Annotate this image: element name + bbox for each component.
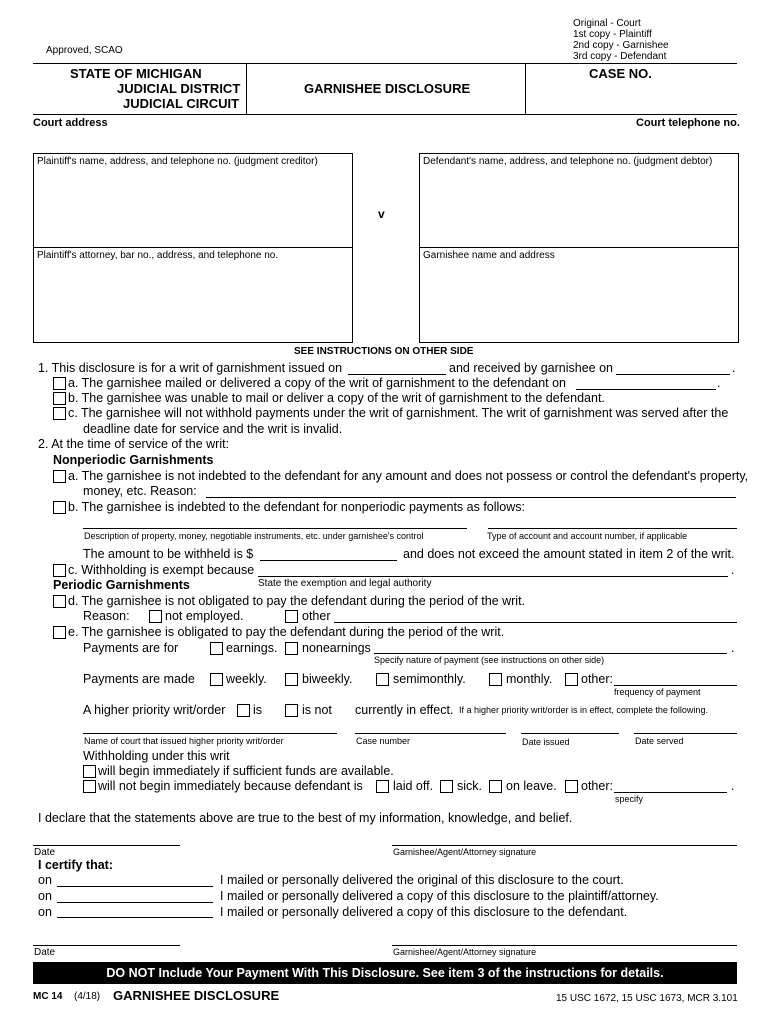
certify-line-2: I mailed or personally delivered a copy of this disclosure to the plaintiff/attorney.: [220, 889, 659, 903]
payments-for-label: Payments are for: [83, 641, 179, 655]
amount-text-a: The amount to be withheld is $: [83, 547, 254, 561]
reason-label: Reason:: [83, 609, 130, 623]
sig2-signature-label: Garnishee/Agent/Attorney signature: [393, 947, 537, 957]
mailed-date-field[interactable]: [576, 389, 716, 390]
plaintiff-label: Plaintiff's name, address, and telephone no. (judgment creditor): [37, 156, 318, 167]
plaintiff-box[interactable]: [33, 153, 353, 343]
declaration-signature-field[interactable]: [392, 845, 737, 846]
item2a-text: a. The garnishee is not indebted to the defendant for any amount and does not possess or control the defendant's property,: [68, 469, 749, 483]
payments-made-label: Payments are made: [83, 672, 195, 686]
court-address-label: Court address: [33, 117, 108, 129]
checkbox-leave-other[interactable]: [565, 780, 578, 793]
nature-label: Specify nature of payment (see instructions on other side): [374, 655, 605, 665]
certify-line-3: I mailed or personally delivered a copy of this disclosure to the defendant.: [220, 905, 628, 919]
footer-title: GARNISHEE DISCLOSURE: [113, 988, 280, 1003]
case-number-field[interactable]: [355, 733, 506, 734]
amount-field[interactable]: [260, 560, 397, 561]
reason-field[interactable]: [206, 497, 736, 498]
certify-date-2-field[interactable]: [57, 902, 213, 903]
checkbox-laid-off[interactable]: [376, 780, 389, 793]
reason-other-label: other: [302, 609, 331, 623]
garnishee-label: Garnishee name and address: [423, 250, 555, 261]
item1-period: .: [732, 361, 736, 375]
defendant-box[interactable]: [419, 153, 739, 343]
frequency-other-label: other:: [581, 672, 613, 686]
frequency-field[interactable]: [614, 685, 737, 686]
form-title: GARNISHEE DISCLOSURE: [304, 81, 471, 96]
declaration-text: I declare that the statements above are true to the best of my information, knowledge, and belief.: [38, 811, 573, 825]
checkbox-semimonthly[interactable]: [376, 673, 389, 686]
declaration-date-field[interactable]: [33, 845, 180, 846]
not-employed-label: not employed.: [165, 609, 244, 623]
reason-other-field[interactable]: [334, 622, 737, 623]
copy-defendant: 3rd copy - Defendant: [573, 51, 667, 62]
specify-label: specify: [615, 794, 644, 804]
checkbox-2c[interactable]: [53, 564, 66, 577]
leave-other-label: other:: [581, 779, 613, 793]
monthly-label: monthly.: [506, 672, 553, 686]
see-instructions: SEE INSTRUCTIONS ON OTHER SIDE: [294, 346, 474, 357]
copy-original: Original - Court: [573, 18, 641, 29]
date-served-field[interactable]: [634, 733, 737, 734]
withholding-label: Withholding under this writ: [83, 749, 230, 763]
certify-date-3-field[interactable]: [57, 917, 213, 918]
nonearnings-label: nonearnings: [302, 641, 371, 655]
nature-of-payment-field[interactable]: [374, 653, 727, 654]
item2e-text: e. The garnishee is obligated to pay the defendant during the period of the writ.: [68, 625, 505, 639]
weekly-label: weekly.: [226, 672, 267, 686]
payment-warning-banner: DO NOT Include Your Payment With This Disclosure. See item 3 of the instructions for details.: [33, 962, 737, 984]
property-description-field[interactable]: [83, 528, 467, 529]
sig1-date-label: Date: [34, 847, 56, 858]
form-revision: (4/18): [74, 991, 101, 1002]
item1b-text: b. The garnishee was unable to mail or deliver a copy of the writ of garnishment to the defendant.: [68, 391, 605, 405]
sig2-date-label: Date: [34, 947, 56, 958]
checkbox-reason-other[interactable]: [285, 610, 298, 623]
legal-citation: 15 USC 1672, 15 USC 1673, MCR 3.101: [556, 993, 738, 1004]
account-label: Type of account and account number, if applicable: [487, 531, 688, 541]
checkbox-biweekly[interactable]: [285, 673, 298, 686]
higher-court-label: Name of court that issued higher priority writ/order: [84, 736, 284, 746]
is-label: is: [253, 703, 263, 717]
earnings-label: earnings.: [226, 641, 278, 655]
date-issued-label: Date issued: [522, 737, 570, 747]
checkbox-nonearnings[interactable]: [285, 642, 298, 655]
exemption-label: State the exemption and legal authority: [258, 578, 432, 589]
checkbox-monthly[interactable]: [489, 673, 502, 686]
checkbox-not-employed[interactable]: [149, 610, 162, 623]
checkbox-is[interactable]: [237, 704, 250, 717]
case-number-label: Case number: [356, 736, 411, 746]
item2a-reason: money, etc. Reason:: [83, 484, 197, 498]
checkbox-1c[interactable]: [53, 407, 66, 420]
on-leave-label: on leave.: [506, 779, 557, 793]
attorney-label: Plaintiff's attorney, bar no., address, and telephone no.: [37, 250, 279, 261]
checkbox-2e[interactable]: [53, 626, 66, 639]
checkbox-1a[interactable]: [53, 377, 66, 390]
item2b-text: b. The garnishee is indebted to the defendant for nonperiodic payments as follows:: [68, 500, 526, 514]
checkbox-1b[interactable]: [53, 392, 66, 405]
description-label: Description of property, money, negotiable instruments, etc. under garnishee's control: [84, 531, 424, 541]
judicial-circuit: JUDICIAL CIRCUIT: [123, 96, 240, 111]
date-issued-field[interactable]: [521, 733, 619, 734]
is-not-label: is not: [302, 703, 332, 717]
received-date-field[interactable]: [616, 374, 730, 375]
certify-date-field[interactable]: [33, 945, 180, 946]
item1-text-b: and received by garnishee on: [449, 361, 614, 375]
biweekly-label: biweekly.: [302, 672, 353, 686]
checkbox-earnings[interactable]: [210, 642, 223, 655]
account-number-field[interactable]: [488, 528, 737, 529]
laid-off-label: laid off.: [393, 779, 434, 793]
item1c-text2: deadline date for service and the writ is invalid.: [83, 422, 343, 436]
checkbox-2d[interactable]: [53, 595, 66, 608]
certify-heading: I certify that:: [38, 858, 114, 872]
certify-on-1: on: [38, 873, 52, 887]
approved-scao: Approved, SCAO: [46, 45, 123, 56]
copy-garnishee: 2nd copy - Garnishee: [573, 40, 669, 51]
checkbox-on-leave[interactable]: [489, 780, 502, 793]
checkbox-2a[interactable]: [53, 470, 66, 483]
item2c-period: .: [731, 563, 735, 577]
court-telephone-label: Court telephone no.: [636, 117, 740, 129]
begin-immediately-label: will begin immediately if sufficient funds are available.: [98, 764, 394, 778]
certify-date-1-field[interactable]: [57, 886, 213, 887]
in-effect-label: currently in effect.: [355, 703, 454, 717]
not-begin-label: will not begin immediately because defendant is: [98, 779, 363, 793]
frequency-label: frequency of payment: [614, 687, 701, 697]
checkbox-2b[interactable]: [53, 501, 66, 514]
checkbox-is-not[interactable]: [285, 704, 298, 717]
leave-other-field[interactable]: [614, 792, 727, 793]
item1a-period: .: [717, 376, 721, 390]
in-effect-note: If a higher priority writ/order is in effect, complete the following.: [459, 705, 708, 715]
leave-other-period: .: [731, 779, 735, 793]
item1c-text: c. The garnishee will not withhold payments under the writ of garnishment. The writ of garnishment was served after the: [68, 406, 729, 420]
certify-signature-field[interactable]: [392, 945, 737, 946]
item1-text-a: 1. This disclosure is for a writ of garnishment issued on: [38, 361, 343, 375]
certify-on-2: on: [38, 889, 52, 903]
checkbox-begin-immediately[interactable]: [83, 765, 96, 778]
form-number: MC 14: [33, 991, 63, 1002]
item2-intro: 2. At the time of service of the writ:: [38, 437, 230, 451]
checkbox-frequency-other[interactable]: [565, 673, 578, 686]
date-served-label: Date served: [635, 736, 684, 746]
item2c-text: c. Withholding is exempt because: [68, 563, 255, 577]
certify-line-1: I mailed or personally delivered the original of this disclosure to the court.: [220, 873, 624, 887]
versus: v: [378, 207, 385, 221]
item2d-text: d. The garnishee is not obligated to pay the defendant during the period of the writ.: [68, 594, 526, 608]
amount-text-b: and does not exceed the amount stated in item 2 of the writ.: [403, 547, 735, 561]
writ-issued-date-field[interactable]: [348, 374, 446, 375]
case-no-label: CASE NO.: [589, 66, 652, 81]
certify-on-3: on: [38, 905, 52, 919]
sig1-signature-label: Garnishee/Agent/Attorney signature: [393, 847, 537, 857]
judicial-district: JUDICIAL DISTRICT: [117, 81, 241, 96]
item1a-text: a. The garnishee mailed or delivered a copy of the writ of garnishment to the defendant on: [68, 376, 566, 390]
higher-court-field[interactable]: [83, 733, 337, 734]
defendant-label: Defendant's name, address, and telephone no. (judgment debtor): [423, 156, 713, 167]
nonperiodic-heading: Nonperiodic Garnishments: [53, 453, 214, 467]
higher-priority-label: A higher priority writ/order: [83, 703, 226, 717]
checkbox-not-begin[interactable]: [83, 780, 96, 793]
periodic-heading: Periodic Garnishments: [53, 578, 190, 592]
exemption-field[interactable]: [258, 576, 728, 577]
checkbox-weekly[interactable]: [210, 673, 223, 686]
semimonthly-label: semimonthly.: [393, 672, 466, 686]
copy-plaintiff: 1st copy - Plaintiff: [573, 29, 652, 40]
state-heading: STATE OF MICHIGAN: [70, 66, 202, 81]
checkbox-sick[interactable]: [440, 780, 453, 793]
nonearnings-period: .: [731, 641, 735, 655]
sick-label: sick.: [457, 779, 482, 793]
